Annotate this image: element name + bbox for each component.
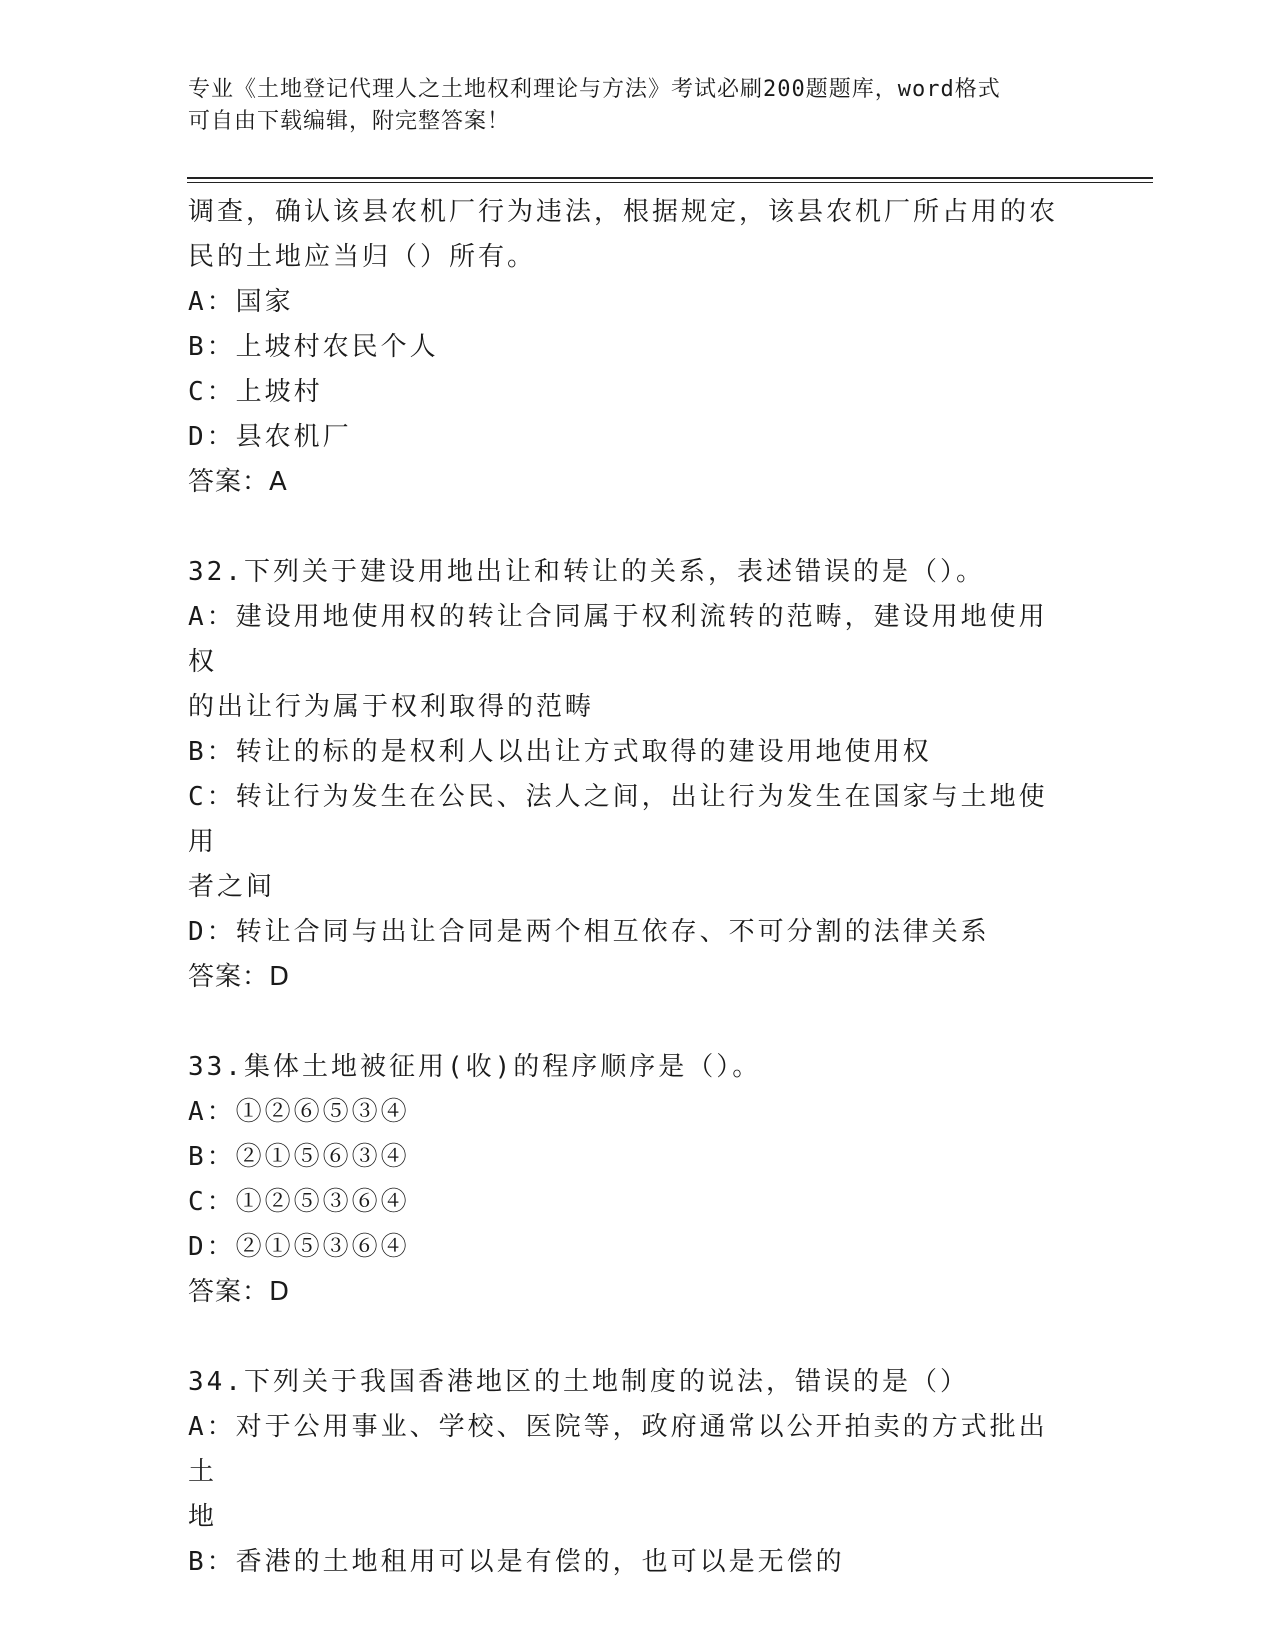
question-32 xyxy=(188,550,1068,1000)
spacer xyxy=(188,1000,1068,1045)
option-b: B：香港的土地租用可以是有偿的，也可以是无偿的 xyxy=(188,1547,845,1577)
question-33 xyxy=(188,1045,1068,1315)
option-c-continued: 者之间 xyxy=(188,872,276,902)
option-a-continued: 地 xyxy=(188,1502,218,1532)
header-rule-thin xyxy=(187,182,1153,183)
option-b: B：上坡村农民个人 xyxy=(188,332,439,362)
option-d: D：县农机厂 xyxy=(188,422,352,452)
header-line-1: 专业《土地登记代理人之土地权利理论与方法》考试必刷200题题库，word格式 xyxy=(188,77,1001,102)
question-stem: 调查，确认该县农机厂行为违法，根据规定，该县农机厂所占用的农 xyxy=(188,197,1059,227)
option-c: C：转让行为发生在公民、法人之间，出让行为发生在国家与土地使用 xyxy=(188,782,1048,857)
option-a: A：对于公用事业、学校、医院等，政府通常以公开拍卖的方式批出土 xyxy=(188,1412,1048,1487)
document-body xyxy=(188,190,1068,1585)
question-stem: 34.下列关于我国香港地区的土地制度的说法，错误的是（） xyxy=(188,1367,969,1397)
option-a-continued: 的出让行为属于权利取得的范畴 xyxy=(188,692,595,722)
page-header xyxy=(188,74,1068,138)
question-stem: 32.下列关于建设用地出让和转让的关系，表述错误的是（）。 xyxy=(188,557,985,587)
option-b: B：②①⑤⑥③④ xyxy=(188,1142,410,1172)
spacer xyxy=(188,505,1068,550)
answer-label: 答案：D xyxy=(188,962,291,992)
option-a: A：建设用地使用权的转让合同属于权利流转的范畴，建设用地使用权 xyxy=(188,602,1048,677)
header-rule-thick xyxy=(187,177,1153,179)
answer-label: 答案：A xyxy=(188,467,288,497)
option-b: B：转让的标的是权利人以出让方式取得的建设用地使用权 xyxy=(188,737,932,767)
question-stem: 民的土地应当归（）所有。 xyxy=(188,242,537,272)
option-a: A：国家 xyxy=(188,287,294,317)
spacer xyxy=(188,1315,1068,1360)
option-c: C：①②⑤③⑥④ xyxy=(188,1187,410,1217)
question-31 xyxy=(188,190,1068,505)
header-line-2: 可自由下载编辑，附完整答案！ xyxy=(188,109,511,134)
option-d: D：②①⑤③⑥④ xyxy=(188,1232,410,1262)
question-stem: 33.集体土地被征用(收)的程序顺序是（）。 xyxy=(188,1052,762,1082)
question-34 xyxy=(188,1360,1068,1585)
option-a: A：①②⑥⑤③④ xyxy=(188,1097,410,1127)
answer-label: 答案：D xyxy=(188,1277,291,1307)
option-d: D：转让合同与出让合同是两个相互依存、不可分割的法律关系 xyxy=(188,917,990,947)
option-c: C：上坡村 xyxy=(188,377,323,407)
